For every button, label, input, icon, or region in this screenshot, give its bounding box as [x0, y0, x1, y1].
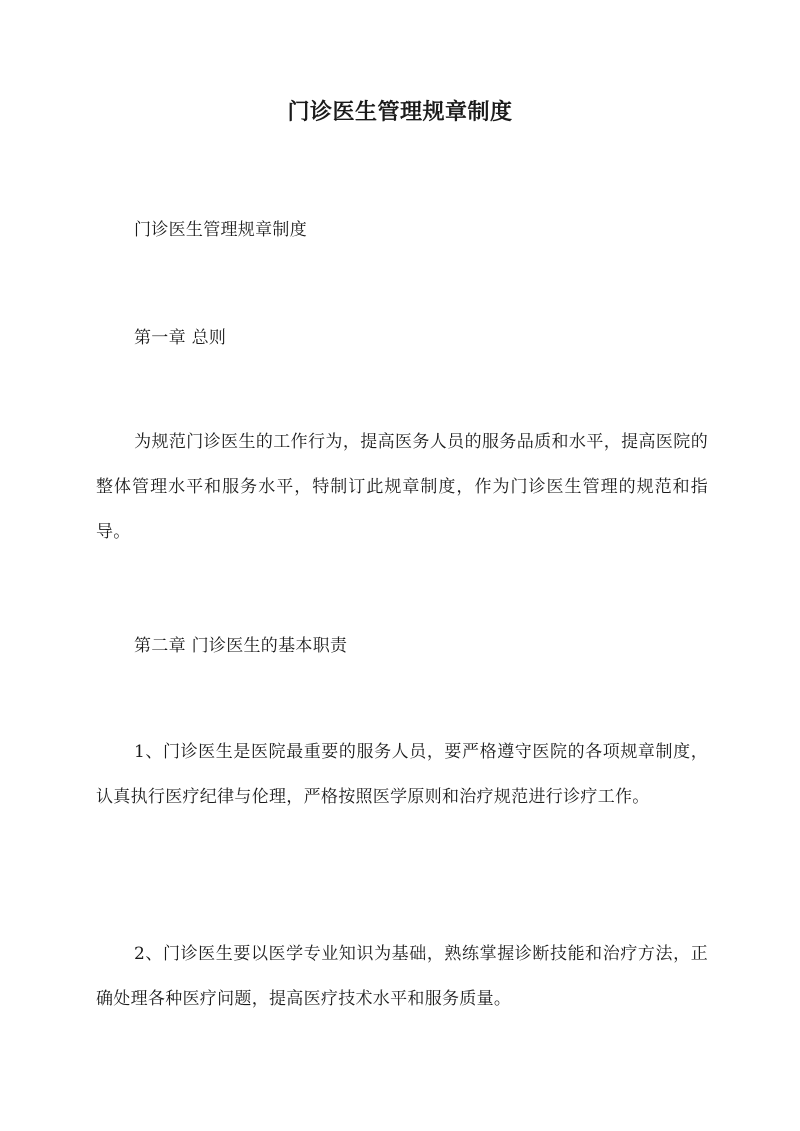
chapter-1-paragraph: [96, 420, 708, 555]
chapter-2-item-1: [96, 730, 708, 820]
chapter-1-paragraph-text: 为规范门诊医生的工作行为，提高医务人员的服务品质和水平，提高医院的整体管理水平和服务水平，特制订此规章制度，作为门诊医生管理的规范和指导。: [96, 432, 708, 542]
chapter-2-heading: 第二章 门诊医生的基本职责: [134, 636, 348, 656]
document-title: 门诊医生管理规章制度: [287, 99, 513, 125]
chapter-2-item-2-text: 2、门诊医生要以医学专业知识为基础，熟练掌握诊断技能和治疗方法，正确处理各种医疗问题，提高医疗技术水平和服务质量。: [96, 944, 708, 1009]
chapter-2-item-2: [96, 932, 708, 1022]
chapter-2-item-1-text: 1、门诊医生是医院最重要的服务人员，要严格遵守医院的各项规章制度，认真执行医疗纪律与伦理，严格按照医学原则和治疗规范进行诊疗工作。: [96, 742, 708, 807]
chapter-1-heading: 第一章 总则: [134, 328, 227, 348]
document-subtitle: 门诊医生管理规章制度: [134, 220, 307, 240]
